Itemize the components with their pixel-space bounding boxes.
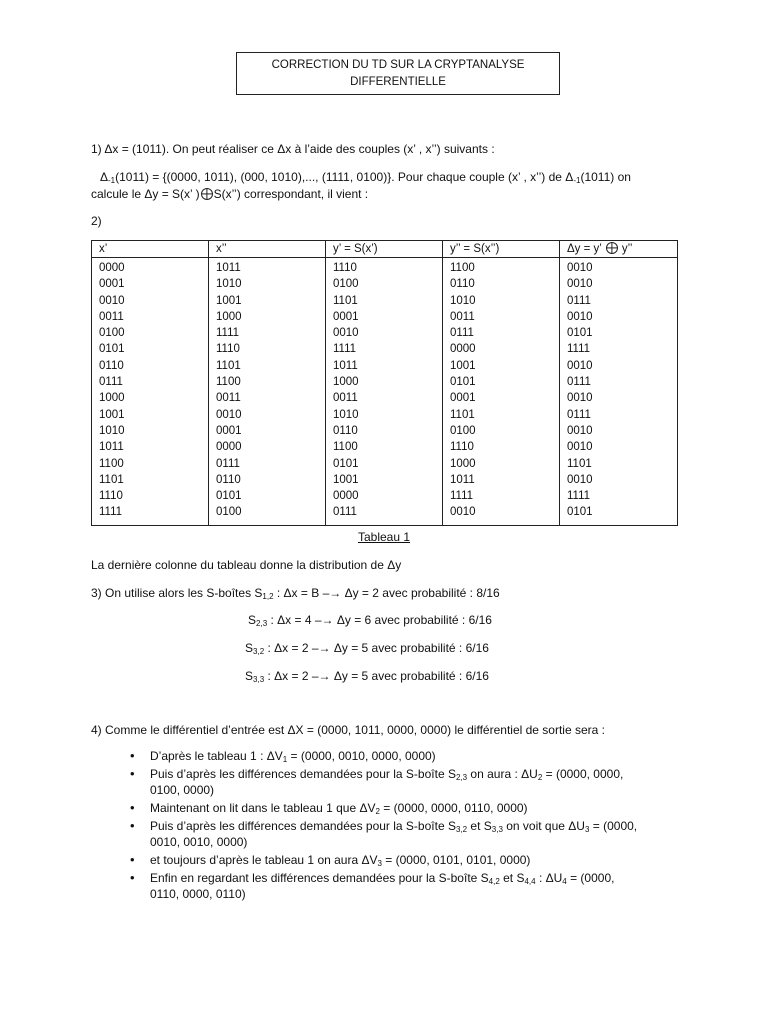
table-cell: 0010 — [99, 294, 125, 307]
table-cell: 0011 — [333, 392, 358, 405]
table-cell: 1011 — [333, 359, 358, 372]
table-cell: 1110 — [99, 490, 123, 503]
column-x-double-prime — [209, 258, 326, 526]
xor-icon — [606, 242, 618, 254]
column-x-prime — [92, 258, 209, 526]
table-cell: 0110 — [99, 359, 124, 372]
q4-intro: 4) Comme le différentiel d’entrée est ΔX = (0000, 1011, 0000, 0000) le différentiel de sortie sera : — [91, 723, 605, 737]
q1-line-2: $\Delta_{-1}(1011) = \{(0000$, 1011), (000, 1010),..., (1111, 0100)}. Pour chaque couple (x’ , x’’) de $\Delta_{-1}(1011)$ on — [100, 170, 631, 185]
list-item: • Maintenant on lit dans le tableau 1 que $\Delta V_2 = (0000$, 0000, 0110, 0000) — [108, 800, 668, 816]
table-cell: 1000 — [333, 376, 359, 389]
table-cell: 1000 — [216, 310, 242, 323]
table-cell: 0010 — [567, 310, 593, 323]
table-cell: 0001 — [333, 310, 359, 323]
table-cell: 1011 — [99, 441, 124, 454]
q2-label: 2) — [91, 214, 102, 228]
list-item: • Puis d’après les différences demandées pour la S-boîte $S_{2,3}$ on aura : $\Delta U_2 = (0000$, 0000, 0100, 0000) — [108, 766, 668, 798]
table-cell: 1100 — [333, 441, 358, 454]
table-cell: 0111 — [216, 457, 240, 470]
table-cell: 0111 — [567, 376, 591, 389]
table-cell: 0111 — [567, 408, 591, 421]
q3-line-2: $S_{2,3}$ : Δx = 4 –→ Δy = 6 avec probabilité : 6/16 — [248, 613, 492, 628]
title-line-1: CORRECTION DU TD SUR LA CRYPTANALYSE — [271, 59, 525, 71]
delta-symbol: Δ — [100, 170, 109, 184]
table-cell: 0000 — [216, 441, 242, 454]
table-cell: 0111 — [333, 506, 357, 519]
header-y-prime: y’ = S(x’) — [326, 241, 443, 258]
q3-line-1: 3) On utilise alors les S-boîtes $S_{1,2}$ : Δx = B –→ Δy = 2 avec probabilité : 8/16 — [91, 586, 500, 601]
table-cell: 0101 — [99, 343, 125, 356]
table-cell: 0101 — [567, 327, 593, 340]
q4-bullet-list — [108, 748, 668, 904]
table-cell: 0010 — [567, 392, 593, 405]
table-cell: 1000 — [99, 392, 125, 405]
table-cell: 1101 — [99, 473, 124, 486]
table-cell: 0010 — [216, 408, 242, 421]
xor-icon — [201, 188, 213, 200]
table-cell: 0010 — [567, 473, 593, 486]
table-cell: 0001 — [216, 424, 242, 437]
table-cell: 1111 — [450, 490, 474, 503]
table-cell: 0010 — [450, 506, 476, 519]
table-cell: 0010 — [567, 359, 593, 372]
table-cell: 1001 — [450, 359, 476, 372]
table-cell: 1110 — [216, 343, 240, 356]
table-cell: 1001 — [216, 294, 242, 307]
title-line-2: DIFFERENTIELLE — [350, 76, 446, 88]
table-caption: Tableau 1 — [357, 530, 411, 544]
q1-line-1: 1) Δx = (1011). On peut réaliser ce Δx à l’aide des couples (x’ , x’’) suivants : — [91, 142, 495, 156]
header-delta-y: Δy = y’ y’’ — [560, 241, 678, 258]
table-cell: 1010 — [333, 408, 359, 421]
table-cell: 0101 — [216, 490, 242, 503]
table-cell: 1011 — [216, 262, 241, 274]
s-box-difference-table — [91, 240, 678, 526]
table-cell: 0001 — [450, 392, 476, 405]
table-header-row — [92, 241, 678, 258]
table-cell: 1010 — [216, 278, 242, 291]
header-x-prime: x’ — [92, 241, 209, 258]
table-cell: 0000 — [450, 343, 476, 356]
table-cell: 0010 — [567, 262, 593, 274]
table-cell: 1000 — [450, 457, 476, 470]
list-item: • Puis d’après les différences demandées pour la S-boîte $S_{3,2}$ et $S_{3,3}$ on voit que $\Delta U_3 = (0000$, 0010, 0010, 0000) — [108, 818, 668, 850]
table-cell: 1001 — [333, 473, 359, 486]
table-body-row — [92, 258, 678, 526]
table-cell: 1111 — [216, 327, 240, 340]
list-item: • D’après le tableau 1 : $\Delta V_1 = (0000$, 0010, 0000, 0000) — [108, 748, 668, 764]
table-cell: 1010 — [99, 424, 125, 437]
q1-line-3: calcule le Δy = S(x’ ) S(x’’) correspondant, il vient : — [91, 187, 369, 201]
table-cell: 0111 — [567, 294, 591, 307]
table-cell: 1111 — [99, 506, 123, 519]
table-cell: 0100 — [99, 327, 125, 340]
table-cell: 0111 — [99, 376, 123, 389]
column-delta-y — [560, 258, 678, 526]
table-cell: 0011 — [216, 392, 241, 405]
table-cell: 1100 — [450, 262, 475, 274]
table-cell: 0111 — [450, 327, 474, 340]
after-table-text: La dernière colonne du tableau donne la distribution de Δy — [91, 558, 402, 572]
table-cell: 0010 — [333, 327, 359, 340]
table-cell: 0101 — [333, 457, 359, 470]
table-cell: 1101 — [450, 408, 475, 421]
table-cell: 1100 — [216, 376, 241, 389]
table-cell: 1101 — [216, 359, 241, 372]
table-cell: 0000 — [99, 262, 125, 274]
table-cell: 1010 — [450, 294, 476, 307]
table-cell: 0110 — [333, 424, 358, 437]
q3-line-3: $S_{3,2}$ : Δx = 2 –→ Δy = 5 avec probabilité : 6/16 — [245, 641, 489, 656]
header-y-double-prime: y’’ = S(x’’) — [443, 241, 560, 258]
table-cell: 0100 — [450, 424, 476, 437]
document-title-box — [236, 52, 560, 95]
list-item: • et toujours d’après le tableau 1 on aura $\Delta V_3 = (0000$, 0101, 0101, 0000) — [108, 852, 668, 868]
table-cell: 0101 — [450, 376, 476, 389]
table-cell: 1101 — [333, 294, 358, 307]
table-cell: 0100 — [216, 506, 242, 519]
table-cell: 1100 — [99, 457, 124, 470]
table-cell: 0110 — [216, 473, 241, 486]
table-cell: 0001 — [99, 278, 125, 291]
table-cell: 0010 — [567, 424, 593, 437]
table-cell: 0010 — [567, 441, 593, 454]
table-cell: 1111 — [333, 343, 357, 356]
table-cell: 1101 — [567, 457, 592, 470]
table-cell: 1011 — [450, 473, 475, 486]
column-y-double-prime — [443, 258, 560, 526]
table-cell: 1110 — [333, 262, 357, 274]
table-cell: 1001 — [99, 408, 125, 421]
column-y-prime — [326, 258, 443, 526]
table-cell: 0010 — [567, 278, 593, 291]
table-cell: 0011 — [450, 310, 475, 323]
q3-line-4: $S_{3,3}$ : Δx = 2 –→ Δy = 5 avec probabilité : 6/16 — [245, 669, 489, 684]
header-x-double-prime: x’’ — [209, 241, 326, 258]
table-cell: 1111 — [567, 490, 591, 503]
table-cell: 0000 — [333, 490, 359, 503]
table-cell: 0100 — [333, 278, 359, 291]
table-cell: 1110 — [450, 441, 474, 454]
table-cell: 0011 — [99, 310, 124, 323]
table-cell: 0110 — [450, 278, 475, 291]
table-cell: 0101 — [567, 506, 593, 519]
list-item: • Enfin en regardant les différences demandées pour la S-boîte $S_{4,2}$ et $S_{4,4}$ : $\Delta U_4 = (0000$, 0110, 0000, 0110) — [108, 870, 668, 902]
table-cell: 1111 — [567, 343, 591, 356]
